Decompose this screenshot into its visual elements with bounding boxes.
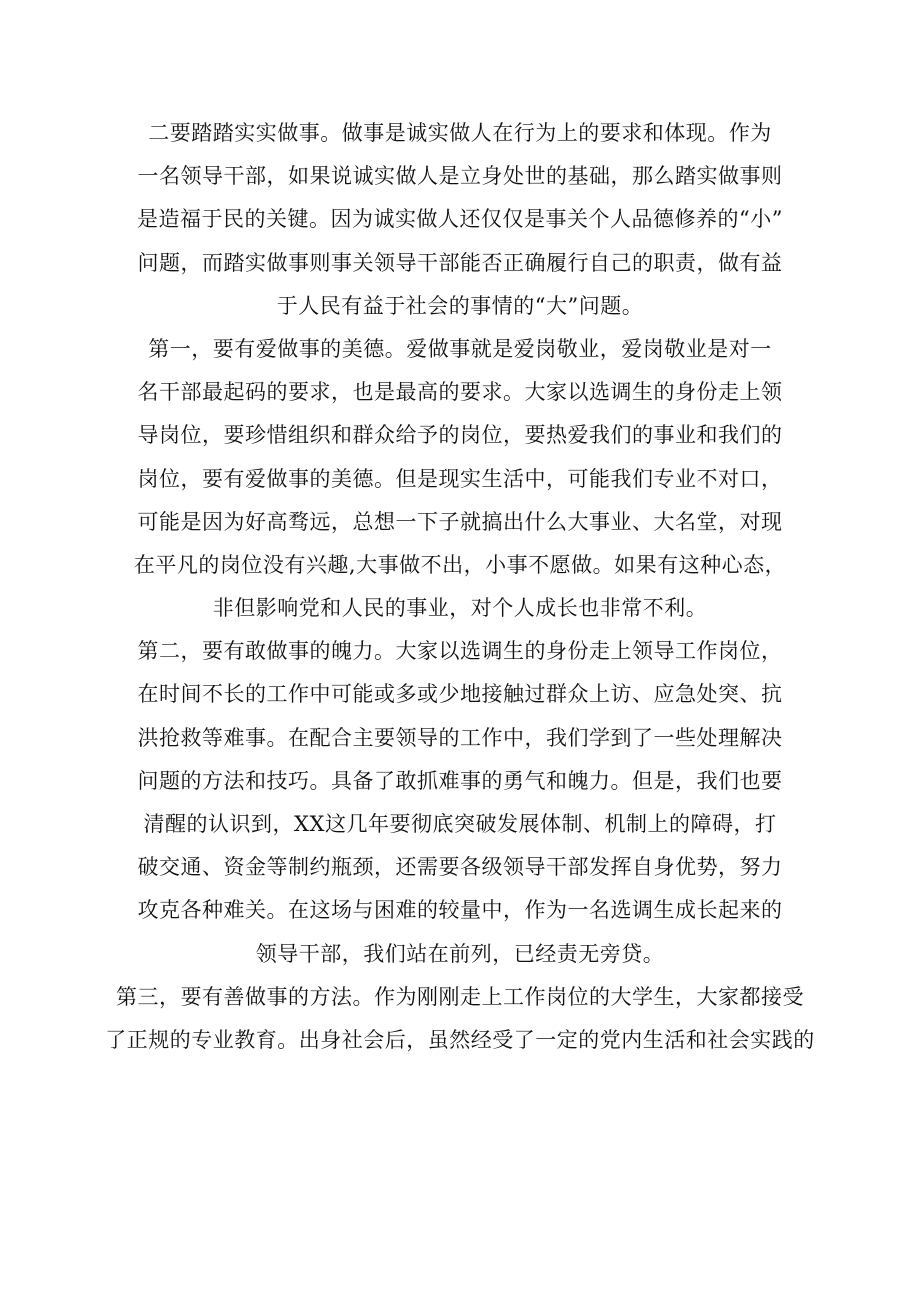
text-line: 第一，要有爱做事的美德。爱做事就是爱岗敬业，爱岗敬业是对一 [148, 336, 772, 361]
text-line: 第二，要有敢做事的魄力。大家以选调生的身份走上领导工作岗位， [137, 639, 783, 664]
text-line: 二要踏踏实实做事。做事是诚实做人在行为上的要求和体现。作为 [148, 121, 772, 145]
document-body [0, 112, 920, 1062]
text-line: 一名领导干部，如果说诚实做人是立身处世的基础，那么踏实做事则 [137, 164, 783, 189]
text-line: 第三，要有善做事的方法。作为刚刚走上工作岗位的大学生，大家都接受 [116, 984, 804, 1009]
text-line: 领导干部，我们站在前列，已经责无旁贷。 [255, 941, 665, 966]
text-line: 于人民有益于社会的事情的“大”问题。 [276, 293, 644, 318]
text-line: 洪抢救等难事。在配合主要领导的工作中，我们学到了一些处理解决 [137, 725, 783, 750]
text-line: 清醒的认识到，XX这几年要彻底突破发展体制、机制上的障碍，打 [143, 812, 777, 836]
text-line: 非但影响党和人民的事业，对个人成长也非常不利。 [212, 596, 708, 621]
text-line: 破交通、资金等制约瓶颈，还需要各级领导干部发挥自身优势，努力 [137, 855, 783, 880]
text-line: 问题的方法和技巧。具备了敢抓难事的勇气和魄力。但是，我们也要 [137, 768, 783, 793]
text-line: 可能是因为好高骛远，总想一下子就搞出什么大事业、大名堂，对现 [137, 509, 783, 534]
text-line: 在平凡的岗位没有兴趣,大事做不出，小事不愿做。如果有这种心态， [133, 552, 787, 577]
text-line: 在时间不长的工作中可能或多或少地接触过群众上访、应急处突、抗 [137, 682, 783, 707]
text-line: 问题，而踏实做事则事关领导干部能否正确履行自己的职责，做有益 [137, 250, 783, 275]
text-line: 了正规的专业教育。出身社会后，虽然经受了一定的党内生活和社会实践的 [105, 1027, 815, 1052]
text-line: 岗位，要有爱做事的美德。但是现实生活中，可能我们专业不对口， [137, 466, 783, 491]
text-line: 导岗位，要珍惜组织和群众给予的岗位，要热爱我们的事业和我们的 [137, 423, 783, 448]
text-line: 名干部最起码的要求，也是最高的要求。大家以选调生的身份走上领 [137, 380, 783, 405]
text-line: 是造福于民的关键。因为诚实做人还仅仅是事关个人品德修养的“小” [137, 207, 783, 232]
text-line: 攻克各种难关。在这场与困难的较量中，作为一名选调生成长起来的 [137, 898, 783, 923]
